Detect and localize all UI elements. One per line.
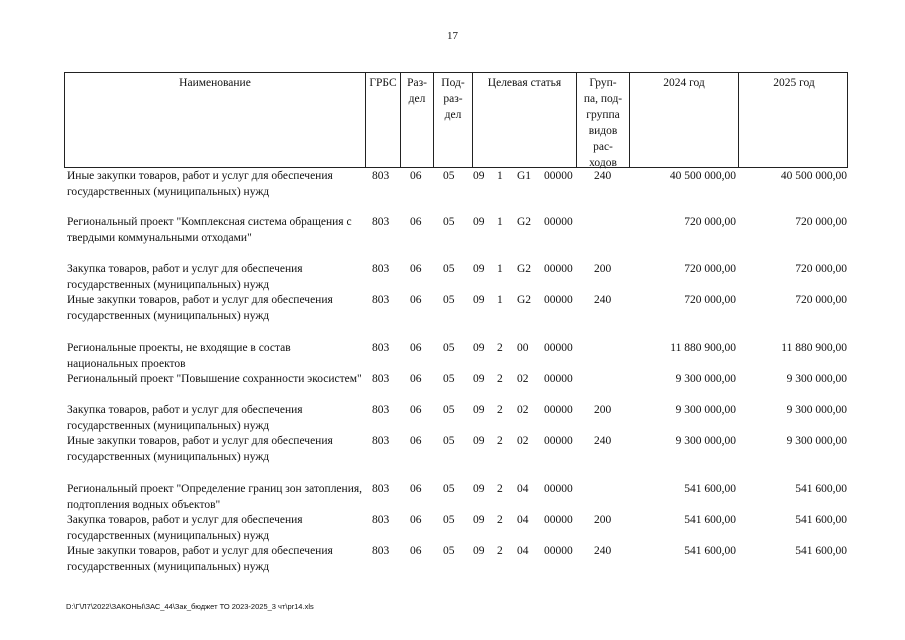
row-amount-2024: 40 500 000,00 — [669, 170, 736, 182]
row-target-project: G1 — [517, 170, 532, 182]
row-target-direction: 00000 — [544, 435, 573, 447]
row-expense-group: 200 — [594, 404, 612, 416]
row-podrazdel: 05 — [443, 263, 455, 275]
row-grbs: 803 — [372, 404, 390, 416]
row-razdel: 06 — [410, 342, 422, 354]
row-target-project: 04 — [517, 514, 529, 526]
row-grbs: 803 — [372, 483, 390, 495]
row-target-subprogram: 1 — [497, 170, 503, 182]
row-podrazdel: 05 — [443, 170, 455, 182]
row-amount-2025: 720 000,00 — [795, 263, 847, 275]
row-target-project: G2 — [517, 294, 532, 306]
row-target-direction: 00000 — [544, 216, 573, 228]
row-target-program: 09 — [473, 373, 485, 385]
row-target-subprogram: 2 — [497, 483, 503, 495]
row-target-program: 09 — [473, 404, 485, 416]
row-target-subprogram: 2 — [497, 373, 503, 385]
row-amount-2025: 541 600,00 — [795, 514, 847, 526]
row-amount-2024: 541 600,00 — [684, 483, 736, 495]
row-target-program: 09 — [473, 514, 485, 526]
row-target-subprogram: 1 — [497, 294, 503, 306]
file-path-footer: D:\Г\Л7\2022\ЗАКОНЫ\ЗАС_44\Зак_бюджет ТО 2023-2025_3 чт\pr14.xls — [66, 602, 314, 611]
row-target-project: 02 — [517, 373, 529, 385]
row-target-program: 09 — [473, 342, 485, 354]
row-grbs: 803 — [372, 294, 390, 306]
row-amount-2024: 11 880 900,00 — [670, 342, 736, 354]
row-target-subprogram: 2 — [497, 404, 503, 416]
row-podrazdel: 05 — [443, 373, 455, 385]
row-podrazdel: 05 — [443, 514, 455, 526]
row-target-project: 04 — [517, 545, 529, 557]
row-target-direction: 00000 — [544, 514, 573, 526]
row-expense-group: 240 — [594, 545, 612, 557]
row-expense-group: 240 — [594, 170, 612, 182]
row-target-project: G2 — [517, 216, 532, 228]
row-target-program: 09 — [473, 545, 485, 557]
row-target-direction: 00000 — [544, 545, 573, 557]
row-target-program: 09 — [473, 294, 485, 306]
row-razdel: 06 — [410, 170, 422, 182]
row-target-project: 02 — [517, 435, 529, 447]
row-amount-2025: 11 880 900,00 — [781, 342, 847, 354]
row-podrazdel: 05 — [443, 435, 455, 447]
row-grbs: 803 — [372, 170, 390, 182]
row-amount-2024: 720 000,00 — [684, 294, 736, 306]
row-podrazdel: 05 — [443, 342, 455, 354]
row-target-project: 00 — [517, 342, 529, 354]
row-target-subprogram: 1 — [497, 263, 503, 275]
row-amount-2024: 9 300 000,00 — [675, 373, 736, 385]
row-target-direction: 00000 — [544, 263, 573, 275]
row-target-direction: 00000 — [544, 294, 573, 306]
row-target-direction: 00000 — [544, 373, 573, 385]
row-razdel: 06 — [410, 545, 422, 557]
row-razdel: 06 — [410, 483, 422, 495]
row-podrazdel: 05 — [443, 404, 455, 416]
header-target-article: Целевая статья — [487, 77, 562, 89]
row-target-subprogram: 2 — [497, 514, 503, 526]
row-grbs: 803 — [372, 216, 390, 228]
header-grbs: ГРБС — [369, 77, 397, 89]
row-grbs: 803 — [372, 514, 390, 526]
header-razdel: Раз- дел — [407, 77, 427, 105]
header-2025: 2025 год — [773, 77, 815, 89]
row-expense-group: 200 — [594, 514, 612, 526]
row-target-subprogram: 1 — [497, 216, 503, 228]
row-razdel: 06 — [410, 404, 422, 416]
row-expense-group: 240 — [594, 294, 612, 306]
row-target-subprogram: 2 — [497, 342, 503, 354]
row-target-program: 09 — [473, 483, 485, 495]
row-amount-2024: 541 600,00 — [684, 545, 736, 557]
row-grbs: 803 — [372, 435, 390, 447]
row-podrazdel: 05 — [443, 294, 455, 306]
row-amount-2024: 720 000,00 — [684, 216, 736, 228]
row-razdel: 06 — [410, 216, 422, 228]
row-razdel: 06 — [410, 435, 422, 447]
row-amount-2025: 720 000,00 — [795, 216, 847, 228]
row-name: Региональный проект "Комплексная система обращения с твердыми коммунальными отходами" — [67, 216, 352, 244]
row-amount-2025: 9 300 000,00 — [786, 435, 847, 447]
row-name: Закупка товаров, работ и услуг для обеспечения государственных (муниципальных) нужд — [67, 404, 303, 432]
row-amount-2024: 541 600,00 — [684, 514, 736, 526]
row-grbs: 803 — [372, 342, 390, 354]
table-header — [64, 72, 848, 168]
row-target-program: 09 — [473, 435, 485, 447]
row-name: Закупка товаров, работ и услуг для обеспечения государственных (муниципальных) нужд — [67, 514, 303, 542]
row-target-program: 09 — [473, 263, 485, 275]
row-podrazdel: 05 — [443, 545, 455, 557]
row-grbs: 803 — [372, 263, 390, 275]
page-number: 17 — [447, 30, 458, 42]
row-name: Иные закупки товаров, работ и услуг для обеспечения государственных (муниципальных) нужд — [67, 170, 333, 198]
row-expense-group: 240 — [594, 435, 612, 447]
row-target-direction: 00000 — [544, 404, 573, 416]
row-amount-2024: 9 300 000,00 — [675, 404, 736, 416]
row-razdel: 06 — [410, 263, 422, 275]
row-target-project: 02 — [517, 404, 529, 416]
row-name: Иные закупки товаров, работ и услуг для обеспечения государственных (муниципальных) нужд — [67, 294, 333, 322]
row-target-direction: 00000 — [544, 170, 573, 182]
header-expense-group: Груп- па, под- группа видов рас- ходов — [583, 77, 623, 169]
row-razdel: 06 — [410, 294, 422, 306]
row-target-direction: 00000 — [544, 342, 573, 354]
row-name: Закупка товаров, работ и услуг для обеспечения государственных (муниципальных) нужд — [67, 263, 303, 291]
row-name: Иные закупки товаров, работ и услуг для обеспечения государственных (муниципальных) нужд — [67, 435, 333, 463]
row-name: Региональный проект "Определение границ зон затопления, подтопления водных объектов" — [67, 483, 363, 511]
row-target-subprogram: 2 — [497, 545, 503, 557]
row-amount-2025: 541 600,00 — [795, 483, 847, 495]
header-name: Наименование — [179, 77, 251, 89]
row-name: Региональные проекты, не входящие в состав национальных проектов — [67, 342, 291, 370]
row-name: Иные закупки товаров, работ и услуг для обеспечения государственных (муниципальных) нужд — [67, 545, 333, 573]
row-target-project: G2 — [517, 263, 532, 275]
row-razdel: 06 — [410, 514, 422, 526]
row-amount-2025: 9 300 000,00 — [786, 404, 847, 416]
header-2024: 2024 год — [663, 77, 705, 89]
row-name: Региональный проект "Повышение сохранности экосистем" — [67, 373, 362, 385]
row-podrazdel: 05 — [443, 483, 455, 495]
row-razdel: 06 — [410, 373, 422, 385]
row-target-direction: 00000 — [544, 483, 573, 495]
header-podrazdel: Под- раз- дел — [441, 77, 465, 121]
row-target-program: 09 — [473, 170, 485, 182]
row-amount-2025: 40 500 000,00 — [780, 170, 847, 182]
row-grbs: 803 — [372, 373, 390, 385]
row-podrazdel: 05 — [443, 216, 455, 228]
row-target-project: 04 — [517, 483, 529, 495]
row-amount-2024: 720 000,00 — [684, 263, 736, 275]
row-target-subprogram: 2 — [497, 435, 503, 447]
row-grbs: 803 — [372, 545, 390, 557]
row-target-program: 09 — [473, 216, 485, 228]
row-amount-2025: 720 000,00 — [795, 294, 847, 306]
row-expense-group: 200 — [594, 263, 612, 275]
row-amount-2025: 541 600,00 — [795, 545, 847, 557]
row-amount-2024: 9 300 000,00 — [675, 435, 736, 447]
row-amount-2025: 9 300 000,00 — [786, 373, 847, 385]
